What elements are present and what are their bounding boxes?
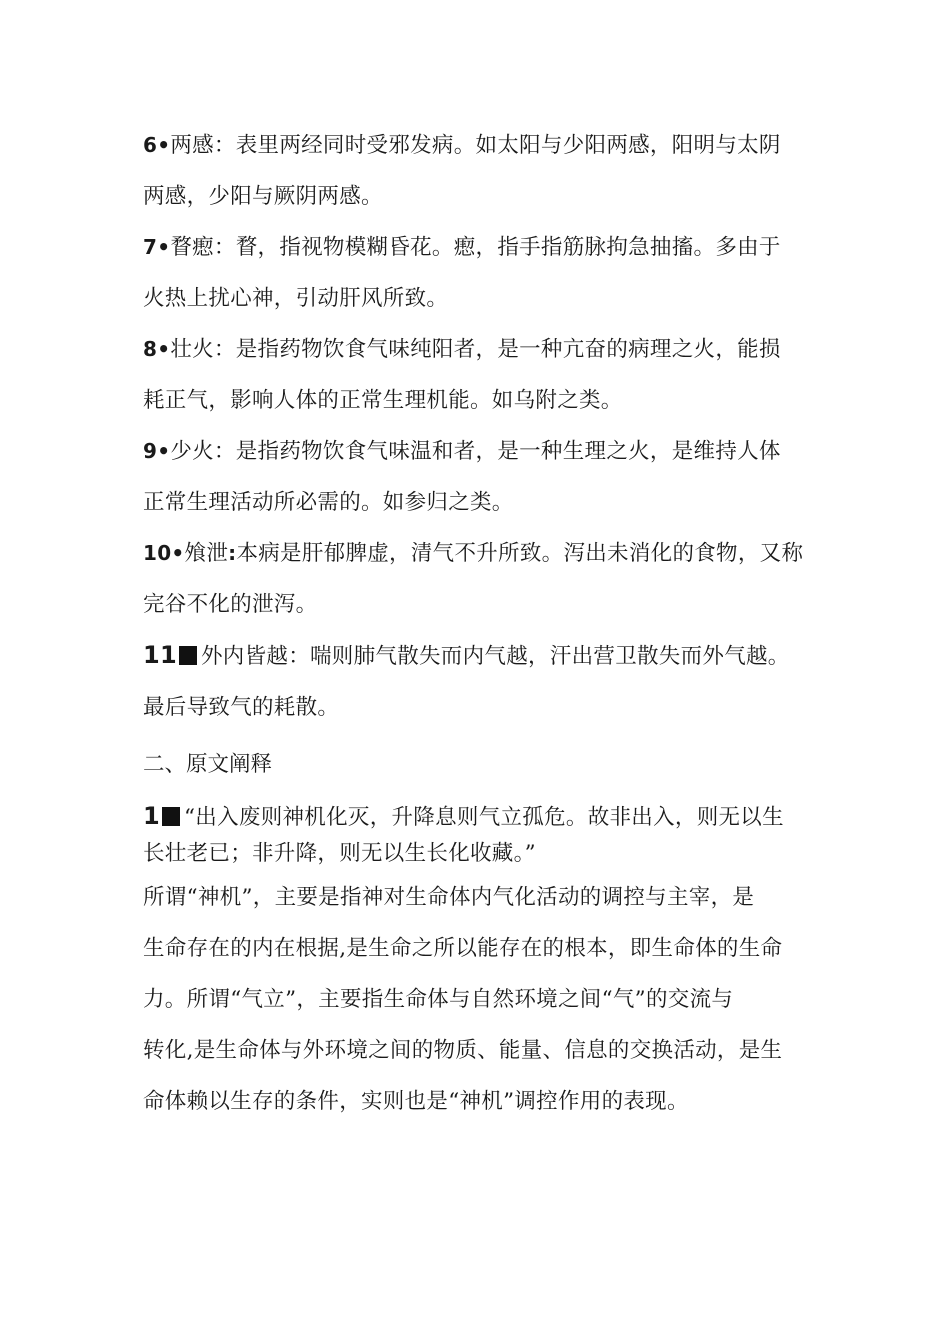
item-line: 火热上扰心神，引动肝风所致。: [143, 286, 449, 311]
item-6-cont: [143, 171, 823, 222]
item-number: 7•: [143, 235, 171, 259]
item-11: [143, 630, 823, 682]
item-number: 8•: [143, 337, 171, 361]
item-7: [143, 222, 823, 273]
quote-number: 1: [143, 802, 160, 830]
item-line: 两感，少阳与厥阴两感。: [143, 184, 383, 209]
item-number: 6•: [143, 133, 171, 157]
item-7-cont: [143, 273, 823, 324]
item-term: 飧泄: [184, 541, 229, 566]
black-square-icon: [179, 646, 197, 665]
quote-1-cont: [143, 836, 823, 872]
item-10: [143, 528, 823, 579]
item-number: 11: [143, 641, 177, 669]
item-number: 10•: [143, 541, 185, 565]
item-line: 耗正气，影响人体的正常生理机能。如乌附之类。: [143, 388, 623, 413]
quote-line: 长壮老已；非升降，则无以生长化收藏。”: [143, 841, 536, 866]
item-11-cont: [143, 682, 823, 733]
item-9-cont: [143, 477, 823, 528]
item-6: [143, 120, 823, 171]
quote-line: “出入废则神机化灭，升降息则气立孤危。故非出入，则无以生: [184, 805, 784, 830]
item-line: 本病是肝郁脾虚，清气不升所致。泻出未消化的食物，又称: [236, 541, 804, 566]
item-line: 少火：是指药物饮食气味温和者，是一种生理之火，是维持人体: [170, 439, 781, 464]
item-line: 外内皆越：喘则肺气散失而内气越，汗出营卫散失而外气越。: [201, 644, 790, 669]
item-line: 壮火：是指药物饮食气味纯阳者，是一种亢奋的病理之火，能损: [170, 337, 781, 362]
explanation-line: 所谓“神机”，主要是指神对生命体内气化活动的调控与主宰，是: [143, 885, 755, 910]
quote-1: [143, 798, 823, 836]
item-8-cont: [143, 375, 823, 426]
item-colon: :: [228, 541, 237, 565]
section-title: 二、原文阐释: [143, 752, 273, 777]
explanation-line: 转化,是生命体与外环境之间的物质、能量、信息的交换活动，是生: [143, 1038, 783, 1063]
item-line: 瞀瘛：瞀，指视物模糊昏花。瘛，指手指筋脉拘急抽搐。多由于: [170, 235, 781, 260]
item-number: 9•: [143, 439, 171, 463]
document-page: [143, 120, 823, 1127]
item-line: 两感：表里两经同时受邪发病。如太阳与少阳两感，阳明与太阴: [170, 133, 781, 158]
item-8: [143, 324, 823, 375]
explanation-line: 生命存在的内在根据,是生命之所以能存在的根本，即生命体的生命: [143, 936, 783, 961]
item-9: [143, 426, 823, 477]
item-line: 正常生理活动所必需的。如参归之类。: [143, 490, 514, 515]
item-line: 完谷不化的泄泻。: [143, 592, 318, 617]
item-10-cont: [143, 579, 823, 630]
black-square-icon: [162, 807, 180, 826]
explanation-line: 力。所谓“气立”，主要指生命体与自然环境之间“气”的交流与: [143, 987, 734, 1012]
explanation-line: 命体赖以生存的条件，实则也是“神机”调控作用的表现。: [143, 1089, 689, 1114]
item-line: 最后导致气的耗散。: [143, 695, 340, 720]
